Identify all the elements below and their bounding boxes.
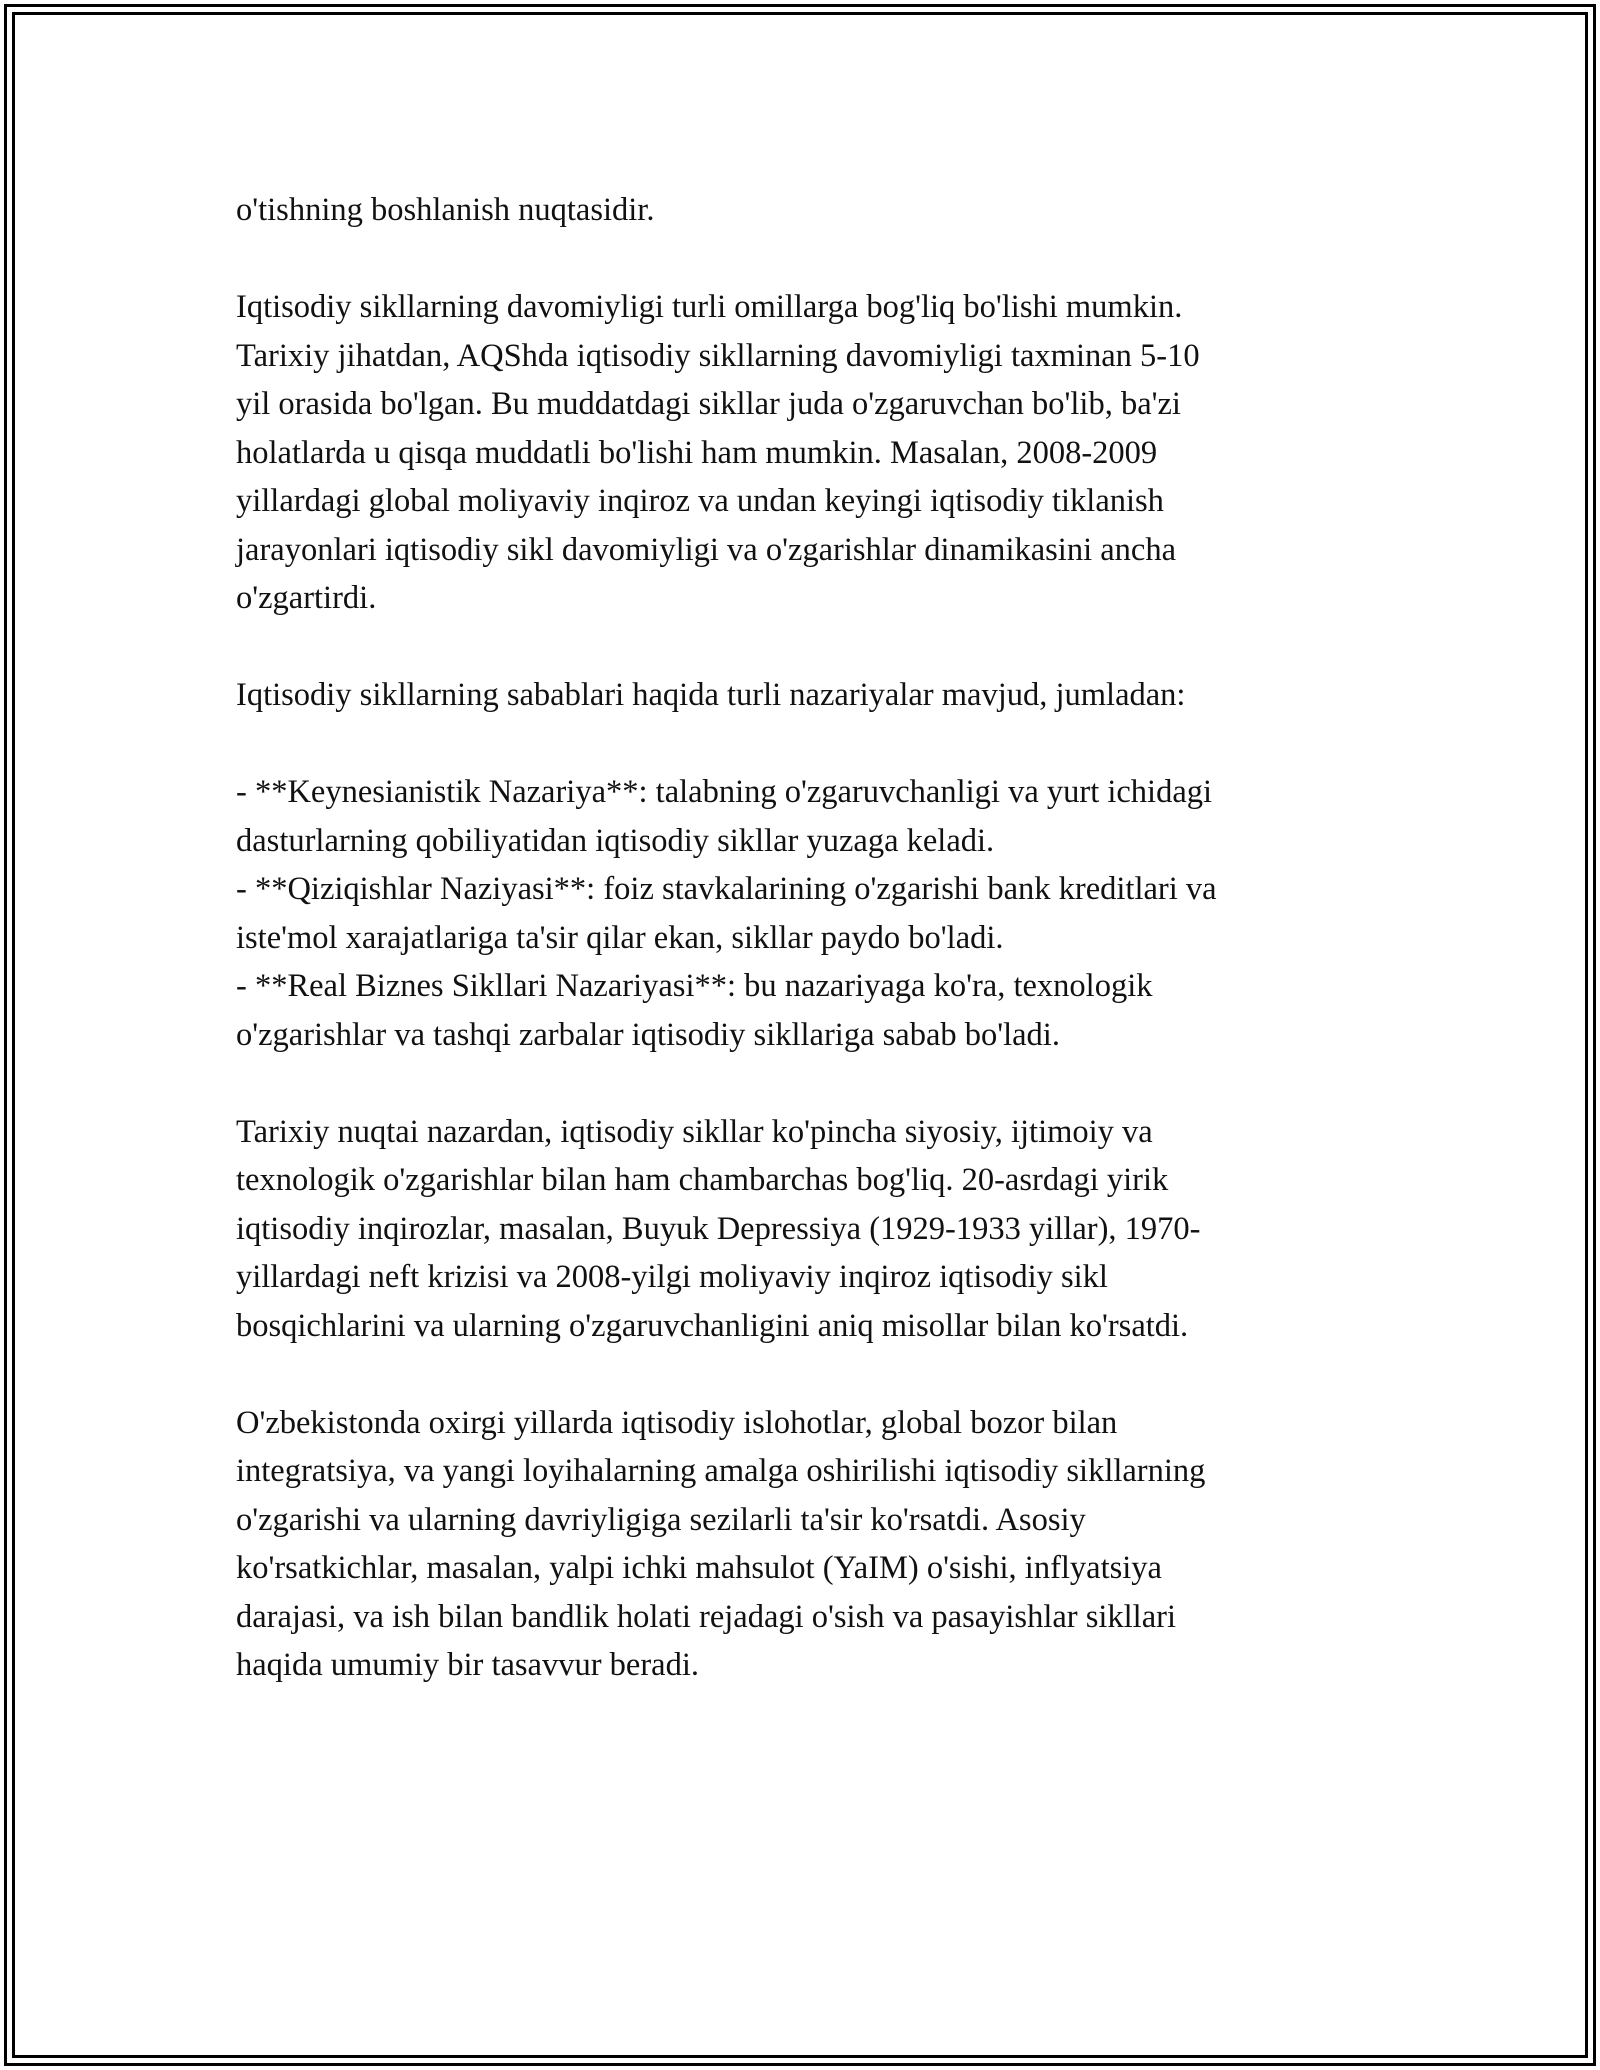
paragraph-gap	[236, 720, 1366, 769]
paragraph-gap	[236, 623, 1366, 672]
text-line: iste'mol xarajatlariga ta'sir qilar ekan, sikllar paydo bo'ladi.	[236, 919, 1004, 956]
text-line: o'zgartirdi.	[236, 580, 377, 616]
list-item-real-business: - **Real Biznes Sikllari Nazariyasi**: bu nazariyaga ko'ra, texnologik	[236, 968, 1153, 1004]
text-line: ko'rsatkichlar, masalan, yalpi ichki mahsulot (YaIM) o'sishi, inflyatsiya	[236, 1550, 1162, 1586]
text-line: o'zgarishi va ularning davriyligiga sezilarli ta'sir ko'rsatdi. Asosiy	[236, 1501, 1086, 1538]
text-line: haqida umumiy bir tasavvur beradi.	[236, 1647, 699, 1683]
paragraph-cycle-duration	[236, 283, 1366, 623]
paragraph-gap	[236, 1350, 1366, 1399]
text-line: texnologik o'zgarishlar bilan ham chambarchas bog'liq. 20-asrdagi yirik	[236, 1162, 1169, 1198]
text-line: o'tishning boshlanish nuqtasidir.	[236, 192, 655, 228]
text-line: iqtisodiy inqirozlar, masalan, Buyuk Depressiya (1929-1933 yillar), 1970-	[236, 1210, 1201, 1247]
text-line: yillardagi global moliyaviy inqiroz va undan keyingi iqtisodiy tiklanish	[236, 483, 1164, 519]
theories-list	[236, 768, 1366, 1059]
text-line: dasturlarning qobiliyatidan iqtisodiy sikllar yuzaga keladi.	[236, 822, 995, 859]
text-line: Iqtisodiy sikllarning davomiyligi turli omillarga bog'liq bo'lishi mumkin.	[236, 289, 1183, 325]
text-line: bosqichlarini va ularning o'zgaruvchanligini aniq misollar bilan ko'rsatdi.	[236, 1307, 1189, 1344]
document-body	[236, 186, 1366, 1690]
paragraph-theories-intro	[236, 671, 1366, 720]
text-line: o'zgarishlar va tashqi zarbalar iqtisodiy sikllariga sabab bo'ladi.	[236, 1016, 1060, 1053]
text-line: Tarixiy jihatdan, AQShda iqtisodiy sikllarning davomiyligi taxminan 5-10	[236, 337, 1200, 374]
text-line: Tarixiy nuqtai nazardan, iqtisodiy sikllar ko'pincha siyosiy, ijtimoiy va	[236, 1113, 1153, 1150]
text-line: yillardagi neft krizisi va 2008-yilgi moliyaviy inqiroz iqtisodiy sikl	[236, 1259, 1108, 1295]
text-line: O'zbekistonda oxirgi yillarda iqtisodiy islohotlar, global bozor bilan	[236, 1404, 1118, 1441]
list-item-keynesian: - **Keynesianistik Nazariya**: talabning o'zgaruvchanligi va yurt ichidagi	[236, 774, 1213, 810]
paragraph-historical	[236, 1108, 1366, 1351]
paragraph-gap	[236, 1059, 1366, 1108]
text-line: holatlarda u qisqa muddatli bo'lishi ham mumkin. Masalan, 2008-2009	[236, 434, 1158, 471]
paragraph-gap	[236, 235, 1366, 284]
text-line: yil orasida bo'lgan. Bu muddatdagi sikllar juda o'zgaruvchan bo'lib, ba'zi	[236, 386, 1181, 422]
paragraph-uzbekistan	[236, 1399, 1366, 1690]
list-item-interest: - **Qiziqishlar Naziyasi**: foiz stavkalarining o'zgarishi bank kreditlari va	[236, 871, 1217, 907]
text-line: darajasi, va ish bilan bandlik holati rejadagi o'sish va pasayishlar sikllari	[236, 1598, 1176, 1635]
paragraph-intro-fragment	[236, 186, 1366, 235]
text-line: Iqtisodiy sikllarning sabablari haqida turli nazariyalar mavjud, jumladan:	[236, 677, 1186, 713]
text-line: jarayonlari iqtisodiy sikl davomiyligi va o'zgarishlar dinamikasini ancha	[236, 531, 1177, 568]
text-line: integratsiya, va yangi loyihalarning amalga oshirilishi iqtisodiy sikllarning	[236, 1453, 1206, 1489]
